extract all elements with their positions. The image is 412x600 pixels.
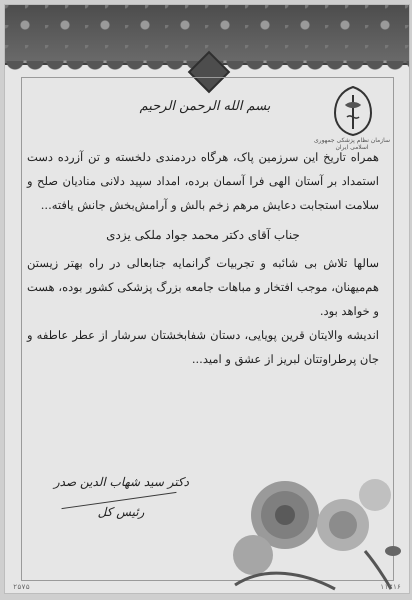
floral-illustration xyxy=(215,455,405,594)
invocation-line: بسم الله الرحمن الرحیم xyxy=(139,99,271,114)
signature-name: دکتر سید شهاب الدین صدر xyxy=(53,475,189,489)
serial-number-left: ۲۵۷۵ xyxy=(13,583,30,591)
letter-addressee: جناب آقای دکتر محمد جواد ملکی یزدی xyxy=(106,228,300,242)
letter-paragraph-2: سالها تلاش بی شائبه و تجربیات گرانمایه جنابعالی در راه بهتر زیستن هم‌میهنان، موجب افتخار و مباهات جامعه بزرگ پزشکی کشور بوده، هست و خواهد بود. xyxy=(27,256,379,318)
org-caption: سازمان نظام پزشکی جمهوری اسلامی ایران xyxy=(313,137,391,151)
letter-paragraph-1: همراه تاریخ این سرزمین پاک، هرگاه دردمندی دلخسته و تن آزرده دست استمداد بر آستان الهی فرا آسمان برده، امداد سپید دلانی منادیان صلح و سلامت استجابت دعایش مرهم زخم بالش و آرامش‌بخش جانش یافته... xyxy=(27,150,379,212)
certificate-paper xyxy=(4,4,410,594)
medical-council-logo-icon xyxy=(331,85,375,137)
letter-body xyxy=(27,145,379,371)
letter-paragraph-3: اندیشه والایتان قرین پویایی، دستان شفابخشتان سرشار از عطر عاطفه و جان پرطراوتتان لبریز از عشق و امید... xyxy=(27,328,379,366)
signature-title: رئیس کل xyxy=(97,505,145,519)
serial-number-right: ۱۱۳۱۶ xyxy=(379,583,401,591)
